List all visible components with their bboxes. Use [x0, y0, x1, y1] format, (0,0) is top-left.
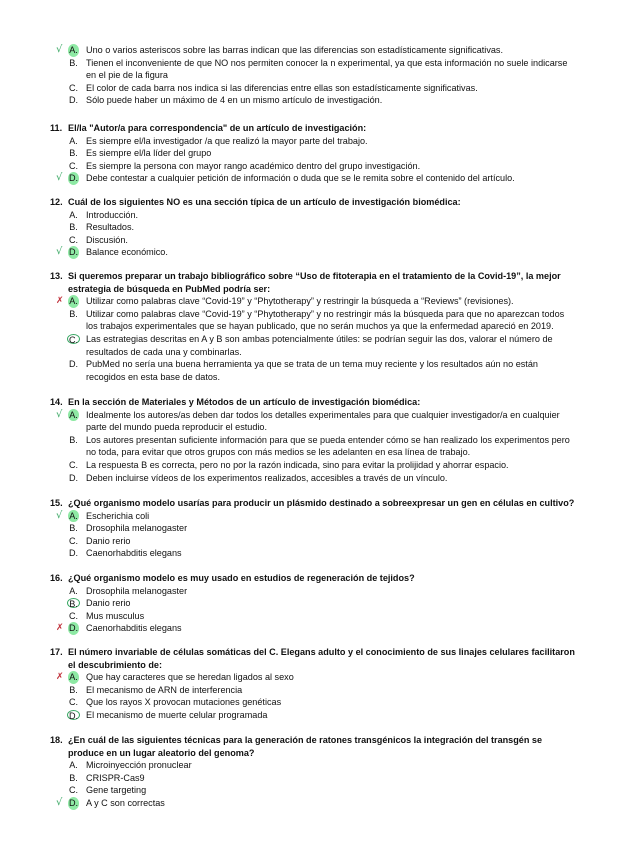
question-13: [0, 270, 628, 383]
question-title: 12. Cuál de los siguientes NO es una sección típica de un artículo de investigación biomédica:: [50, 197, 461, 207]
check-mark-icon: √: [56, 246, 63, 258]
option-13-a: ✗ A. Utilizar como palabras clave “Covid-19” y “Phytotherapy” y restringir la búsqueda a “Reviews” (revisiones).: [56, 296, 514, 307]
check-mark-icon: √: [56, 44, 63, 55]
check-mark-icon: √: [56, 509, 63, 521]
cross-mark-icon: ✗: [56, 623, 64, 634]
check-mark-icon: √: [56, 172, 63, 184]
option-11-b: B. Es siempre el/la líder del grupo: [69, 148, 212, 159]
question-title: 15. ¿Qué organismo modelo usarías para producir un plásmido destinado a sobreexpresar un gen en células en cultivo?: [50, 498, 575, 508]
cross-mark-icon: ✗: [56, 296, 64, 307]
option-16-d: ✗ D. Caenorhabditis elegans: [56, 623, 182, 634]
option-12-a: A. Introducción.: [69, 209, 139, 220]
question-16: [0, 572, 628, 635]
option-18-a: A. Microinyección pronuclear: [69, 760, 192, 771]
option-17-d: D. El mecanismo de muerte celular programada: [68, 709, 268, 721]
question-14: [0, 396, 628, 484]
option-15-d: D. Caenorhabditis elegans: [68, 548, 182, 559]
question-title: 11. El/la "Autor/a para correspondencia" de un artículo de investigación:: [50, 123, 367, 133]
option-15-c: C. Danio rerio: [68, 535, 131, 546]
option-15-b: B. Drosophila melanogaster: [69, 523, 188, 534]
question-title: 16. ¿Qué organismo modelo es muy usado en estudios de regeneración de tejidos?: [50, 573, 415, 583]
question-10-continued: [0, 44, 628, 107]
option-16-b: B. Danio rerio: [68, 597, 570, 610]
option-13-b: B. Utilizar como palabras clave “Covid-19” y “Phytotherapy” y no restringir más la búsqueda para que no aparezcan todos los trabajos experimentales que se hayan publicado, que no serán muchos ya que la enfermedad apareció en 2019.: [69, 308, 565, 332]
question-15: [0, 497, 628, 560]
question-title: 17. El número invariable de células somáticas del C. Elegans adulto y el conocimiento de sus linajes celulares facilitaron el descubrimiento de:: [50, 647, 575, 670]
option-11-a: A. Es siempre el/la investigador /a que realizó la mayor parte del trabajo.: [69, 135, 368, 146]
check-mark-icon: √: [56, 796, 63, 808]
option-11-c: C. Es siempre la persona con mayor rango académico dentro del grupo investigación.: [68, 160, 421, 171]
check-mark-icon: √: [56, 408, 63, 420]
option-12-d: √ D. Balance económico.: [56, 246, 168, 258]
option-18-b: B. CRISPR-Cas9: [69, 772, 145, 783]
option-11-d: √ D. Debe contestar a cualquier petición de información o duda que se le remita sobre el contenido del artículo.: [56, 172, 515, 184]
option-17-a: ✗ A. Que hay caracteres que se heredan ligados al sexo: [56, 672, 294, 683]
cross-mark-icon: ✗: [56, 672, 64, 683]
option-10-d: D. Sólo puede haber un máximo de 4 en un mismo artículo de investigación.: [68, 95, 383, 106]
option-14-c: C. La respuesta B es correcta, pero no por la razón indicada, sino para evitar la prolijidad y ahorrar espacio.: [68, 459, 509, 470]
option-16-a: A. Drosophila melanogaster: [69, 585, 188, 596]
option-15-a: √ A. Escherichia coli: [56, 509, 150, 521]
question-12: [0, 196, 628, 259]
question-title: 14. En la sección de Materiales y Métodos de un artículo de investigación biomédica:: [50, 397, 421, 407]
question-title: 13. Si queremos preparar un trabajo bibliográfico sobre “Uso de fitoterapia en el tratamiento de la Covid-19”, la mejor estrategia de búsqueda en PubMed podría ser:: [50, 271, 561, 294]
option-18-c: C. Gene targeting: [68, 785, 147, 796]
option-13-d: D. PubMed no sería una buena herramienta ya que se trata de un tema muy reciente y los resultados aún no están recogidos en esta base de datos.: [68, 359, 538, 382]
option-17-b: B. El mecanismo de ARN de interferencia: [69, 684, 243, 695]
option-18-d: √ D. A y C son correctas: [56, 796, 165, 808]
question-17: [0, 646, 628, 722]
option-13-c: C. Las estrategias descritas en A y B son ambas potencialmente útiles: se podrían seguir las dos, valorar el número de resultados de cada una y combinarlas.: [68, 333, 553, 357]
question-title: 18. ¿En cuál de las siguientes técnicas para la generación de ratones transgénicos la integración del transgén se produce en un lugar aleatorio del genoma?: [50, 735, 543, 758]
option-10-a: √ A. Uno o varios asteriscos sobre las barras indican que las diferencias son estadísticamente significativas.: [56, 44, 504, 55]
option-16-c: C. Mus musculus: [68, 610, 145, 621]
question-11: [0, 122, 628, 185]
option-14-a: √ A. Idealmente los autores/as deben dar todos los detalles experimentales para que cualquier investigador/a en cualquier parte del mundo pueda reproducir el estudio.: [56, 408, 560, 433]
option-14-b: B. Los autores presentan suficiente información para que se pueda entender cómo se han realizado los experimentos pero no toda, para evitar que otros grupos con más medios se les adelanten en esa línea de trabajo.: [69, 434, 570, 458]
option-14-d: D. Deben incluirse vídeos de los experimentos realizados, accesibles a través de un vínculo.: [68, 472, 448, 483]
option-10-c: C. El color de cada barra nos indica si las diferencias entre ellas son estadísticamente significativas.: [68, 82, 478, 93]
option-12-c: C. Discusión.: [68, 234, 128, 245]
option-12-b: B. Resultados.: [69, 222, 135, 233]
option-17-c: C. Que los rayos X provocan mutaciones genéticas: [68, 697, 282, 708]
option-10-b: B. Tienen el inconveniente de que NO nos permiten conocer la n experimental, ya que esta información no suele indicarse en el pie de la figura: [69, 57, 568, 81]
question-18: [0, 734, 628, 810]
